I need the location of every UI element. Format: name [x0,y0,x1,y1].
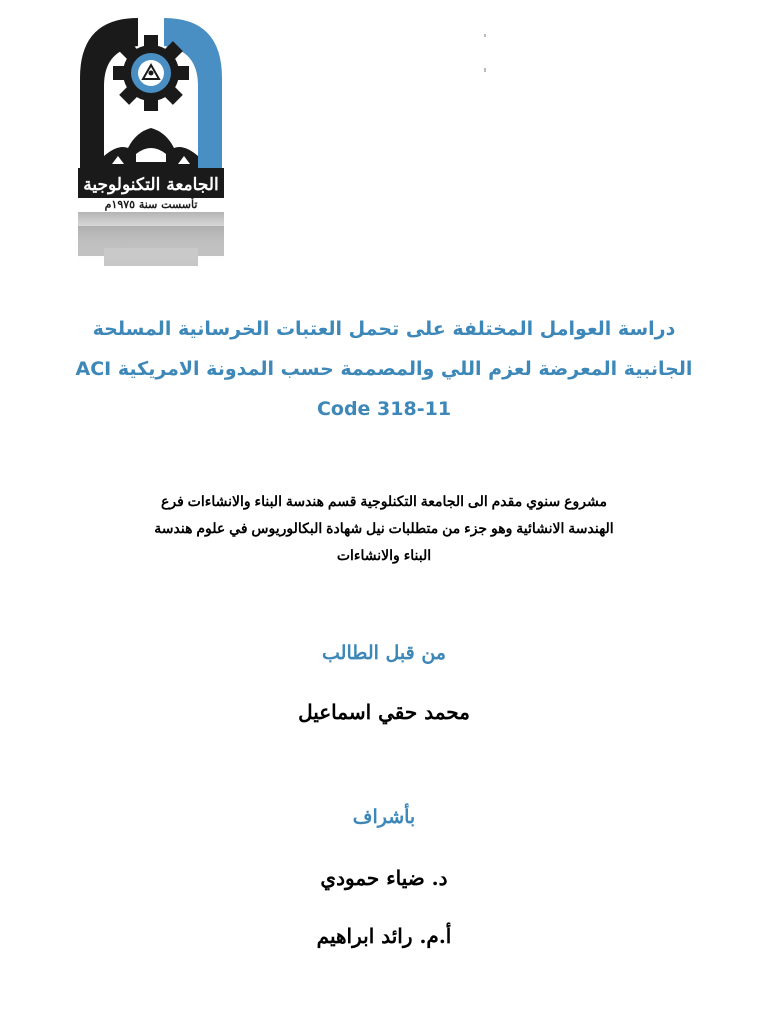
student-name: محمد حقي اسماعيل [298,700,470,724]
project-title-line-1: دراسة العوامل المختلفة على تحمل العتبات الخرسانية المسلحة [92,318,676,340]
project-title-line-3: Code 318-11 [316,398,452,420]
supervisor-2-name: أ.م. رائد ابراهيم [316,924,452,948]
description-line-3: البناء والانشاءات [336,547,432,563]
supervision-heading: بأشراف [352,806,416,828]
logo-founded-line: تأسست سنة ١٩٧٥م [104,198,198,211]
university-logo [78,16,224,266]
supervisor-1-name: د. ضياء حمودي [320,866,448,890]
description-line-1: مشروع سنوي مقدم الى الجامعة التكنلوجية قسم هندسة البناء والانشاءات فرع [161,493,607,509]
scan-mark [484,68,486,72]
logo-arabic-name: الجامعة التكنولوجية [83,175,219,195]
university-of-technology-emblem-icon [78,16,224,266]
project-description [70,488,698,569]
student-heading: من قبل الطالب [322,642,446,664]
project-title-line-2: الجانبية المعرضة لعزم اللي والمصممة حسب المدونة الامريكية ACI [75,358,693,380]
scan-mark [484,34,486,37]
description-line-2: الهندسة الانشائية وهو جزء من متطلبات نيل شهادة البكالوريوس في علوم هندسة [154,520,614,536]
